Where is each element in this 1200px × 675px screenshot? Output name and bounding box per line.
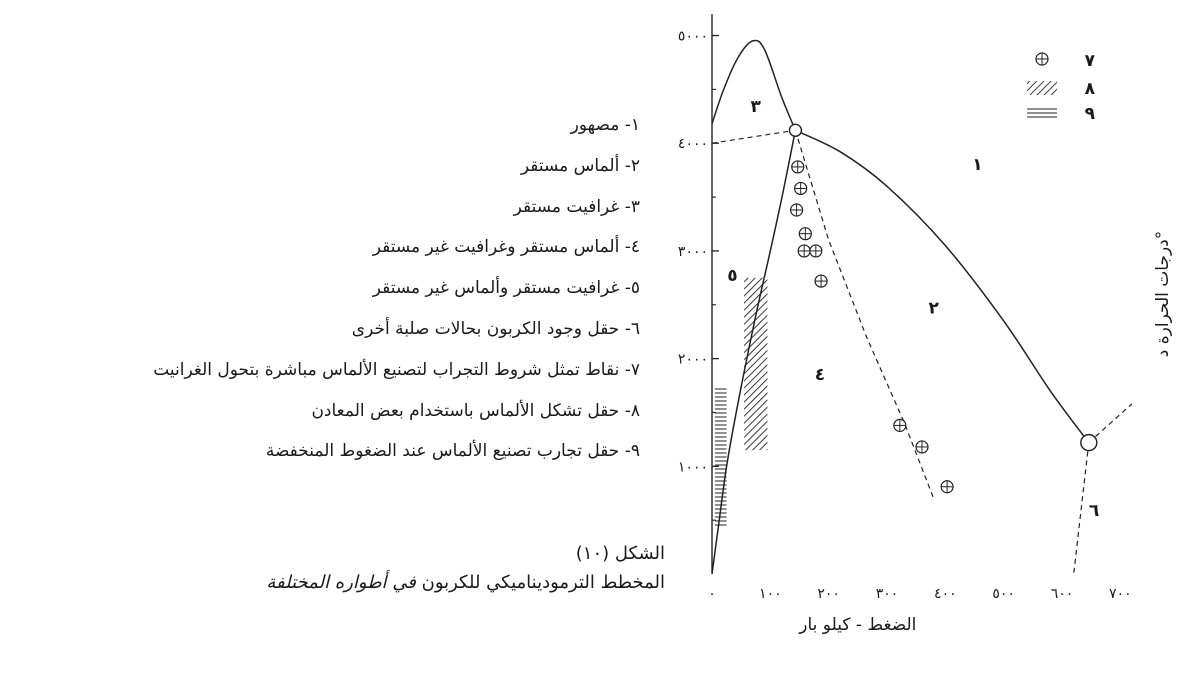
chart-inline-legend xyxy=(1027,51,1096,124)
inline-legend-number: ٨ xyxy=(1084,79,1095,99)
x-tick-label: ٠ xyxy=(708,586,716,602)
legend-item: ٨- حقل تشكل الألماس باستخدام بعض المعادن xyxy=(311,400,640,421)
experiment-point xyxy=(894,419,906,431)
metastable-boundary-dashed xyxy=(795,130,933,498)
region-label: ٤ xyxy=(814,365,826,386)
x-tick-label: ٣٠٠ xyxy=(875,586,899,602)
legend-item: ٥- غرافيت مستقر وألماس غير مستقر xyxy=(372,278,640,299)
left-dashed-line xyxy=(712,130,795,143)
region-label: ٢ xyxy=(928,298,939,319)
region-label: ١ xyxy=(972,155,983,176)
stripe-field-9 xyxy=(715,386,727,526)
experiment-point xyxy=(799,228,811,240)
experiment-point xyxy=(798,245,810,257)
triple-point xyxy=(789,124,801,136)
experiment-point xyxy=(792,161,804,173)
experiment-point xyxy=(810,245,822,257)
y-tick-label: ٢٠٠٠ xyxy=(677,351,708,368)
phase6-boundary-lower xyxy=(1074,443,1089,574)
legend-item: ٧- نقاط تمثل شروط التجراب لتصنيع الألماس مباشرة بتحول الغرانيت xyxy=(153,359,640,380)
diamond-melting-curve xyxy=(795,130,1088,442)
experiment-point xyxy=(815,275,827,287)
experiment-point xyxy=(916,441,928,453)
x-tick-label: ٦٠٠ xyxy=(1050,586,1074,602)
x-tick-label: ٤٠٠ xyxy=(934,586,957,602)
inline-legend-circled-plus-symbol xyxy=(1036,53,1048,65)
x-tick-label: ٢٠٠ xyxy=(817,586,840,602)
region-label: ٣ xyxy=(750,97,761,117)
triple-point xyxy=(1081,435,1097,451)
legend-item: ٤- ألماس مستقر وغرافيت غير مستقر xyxy=(372,237,640,258)
inline-legend-number: ٩ xyxy=(1084,104,1095,124)
legend-item: ٦- حقل وجود الكربون بحالات صلبة أخرى xyxy=(351,318,640,339)
y-tick-label: ٤٠٠٠ xyxy=(677,136,708,153)
x-tick-label: ٥٠٠ xyxy=(992,586,1015,602)
figure-title-end: في أطواره المختلفة xyxy=(266,572,416,593)
hatch-field-8 xyxy=(744,278,767,450)
experiment-point xyxy=(941,481,953,493)
region-label: ٦ xyxy=(1088,500,1100,521)
figure-title-start: المخطط الترموديناميكي للكربون xyxy=(415,572,665,593)
inline-legend-number: ٧ xyxy=(1084,51,1095,71)
x-axis-label: الضغط - كيلو بار xyxy=(799,615,917,635)
experiment-point xyxy=(795,182,807,194)
x-tick-label: ٧٠٠ xyxy=(1109,586,1132,602)
plot-area xyxy=(678,14,1173,635)
inline-legend-lines-symbol xyxy=(1027,106,1057,120)
legend-item: ٣- غرافيت مستقر xyxy=(513,196,640,217)
y-axis-label: درجات الحرارة د° xyxy=(1153,230,1173,358)
y-tick-label: ١٠٠٠ xyxy=(677,459,708,476)
curves xyxy=(712,40,1132,574)
inline-legend-hatch-symbol xyxy=(1027,81,1057,95)
legend-item: ٩- حقل تجارب تصنيع الألماس عند الضغوط المنخفضة xyxy=(265,441,640,462)
region-label: ٥ xyxy=(727,266,738,287)
figure-label: الشكل (١٠) xyxy=(575,543,665,564)
y-tick-label: ٥٠٠٠ xyxy=(677,28,708,45)
experiment-point xyxy=(791,204,803,216)
y-tick-label: ٣٠٠٠ xyxy=(677,243,708,260)
x-tick-label: ١٠٠ xyxy=(759,586,782,602)
legend-item: ٢- ألماس مستقر xyxy=(520,155,640,176)
legend-item: ١- مصهور xyxy=(570,115,640,135)
